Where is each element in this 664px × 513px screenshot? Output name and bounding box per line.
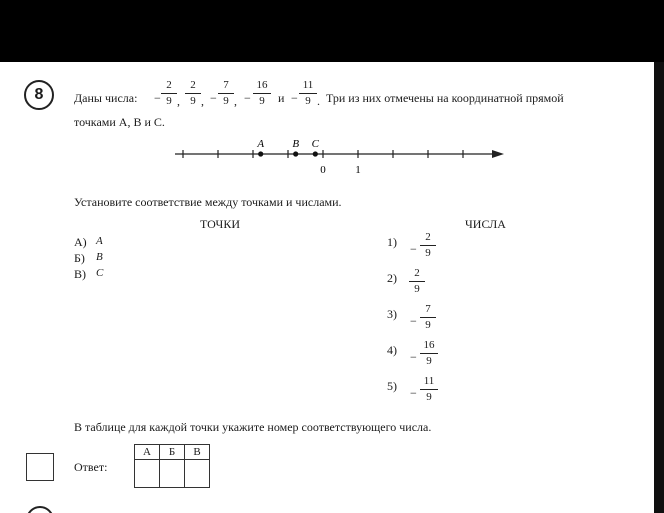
given-den-3: 9 [223,95,229,107]
answer-table-input-row [135,460,210,488]
given-period: . [317,94,320,108]
given-label: Даны числа: [74,91,138,105]
given-fraction-1 [161,80,177,107]
point-marker-c [313,151,318,156]
task-text-line2: точками A, B и C. [74,115,165,129]
given-den-2: 9 [190,95,196,107]
point-marker-a [258,151,263,156]
given-num-1: 2 [166,79,172,91]
option-fraction-1 [420,232,436,259]
answer-cell-v[interactable] [185,460,210,488]
given-sign-5: − [291,91,298,105]
given-comma-1: , [177,94,180,108]
given-fraction-5 [299,80,317,107]
answer-table-header-row [135,445,210,460]
given-sign-3: − [210,91,217,105]
answer-cell-a[interactable] [135,460,160,488]
option-num-3: 7 [425,303,431,315]
answer-checkbox[interactable] [26,453,54,481]
option-fraction-2 [409,268,425,295]
and-word: и [278,91,285,105]
given-num-4: 16 [256,79,268,91]
option-sign-1: − [410,242,417,256]
option-key-3: 3) [387,307,397,321]
answer-header-a: А [135,445,160,460]
numbers-header: ЧИСЛА [465,217,506,231]
answer-header-b: Б [160,445,185,460]
option-key-2: 2) [387,271,397,285]
task-number [24,80,54,110]
given-sign-4: − [244,91,251,105]
number-line [170,134,510,182]
point-key-b: Б) [74,251,85,265]
point-marker-b [293,151,298,156]
option-den-1: 9 [425,247,431,259]
option-den-4: 9 [426,355,432,367]
given-den-5: 9 [305,95,311,107]
option-sign-5: − [410,386,417,400]
given-comma-3: , [234,94,237,108]
tick-label-0: 0 [320,164,326,176]
option-num-4: 16 [423,339,435,351]
point-label-a: A [257,138,265,150]
answer-table [134,444,210,488]
given-num-5: 11 [302,79,314,91]
given-fraction-4 [253,80,271,107]
option-num-2: 2 [414,267,420,279]
given-den-4: 9 [259,95,265,107]
point-val-a: A [96,235,103,247]
point-val-b: B [96,251,103,263]
option-num-5: 11 [423,375,435,387]
option-fraction-5 [420,376,438,403]
points-header: ТОЧКИ [200,217,241,231]
answer-cell-b[interactable] [160,460,185,488]
given-fraction-3 [218,80,234,107]
given-fraction-2 [185,80,201,107]
point-key-c: В) [74,267,86,281]
task-text-line1-end: Три из них отмечены на координатной прямой [326,91,564,105]
option-den-5: 9 [426,391,432,403]
tick-label-1: 1 [355,164,361,176]
option-fraction-4 [420,340,438,367]
given-comma-2: , [201,94,204,108]
top-black-bar [0,0,664,62]
point-key-a: А) [74,235,87,249]
option-den-3: 9 [425,319,431,331]
task-number-text: 8 [34,86,44,103]
option-sign-3: − [410,314,417,328]
right-edge-strip [654,62,664,513]
given-den-1: 9 [166,95,172,107]
table-instruction: В таблице для каждой точки укажите номер соответствующего числа. [74,420,432,434]
answer-header-v: В [185,445,210,460]
option-num-1: 2 [425,231,431,243]
given-num-3: 7 [223,79,229,91]
option-key-5: 5) [387,379,397,393]
option-key-4: 4) [387,343,397,357]
point-label-b: B [292,138,300,150]
instruction-text: Установите соответствие между точками и числами. [74,195,342,209]
option-fraction-3 [420,304,436,331]
point-label-c: C [311,138,319,150]
answer-label: Ответ: [74,460,108,474]
option-key-1: 1) [387,235,397,249]
option-sign-4: − [410,350,417,364]
given-num-2: 2 [190,79,196,91]
option-den-2: 9 [414,283,420,295]
number-line-arrow [492,150,504,158]
point-val-c: C [96,267,104,279]
next-task-number [26,506,54,513]
given-sign-1: − [154,91,161,105]
